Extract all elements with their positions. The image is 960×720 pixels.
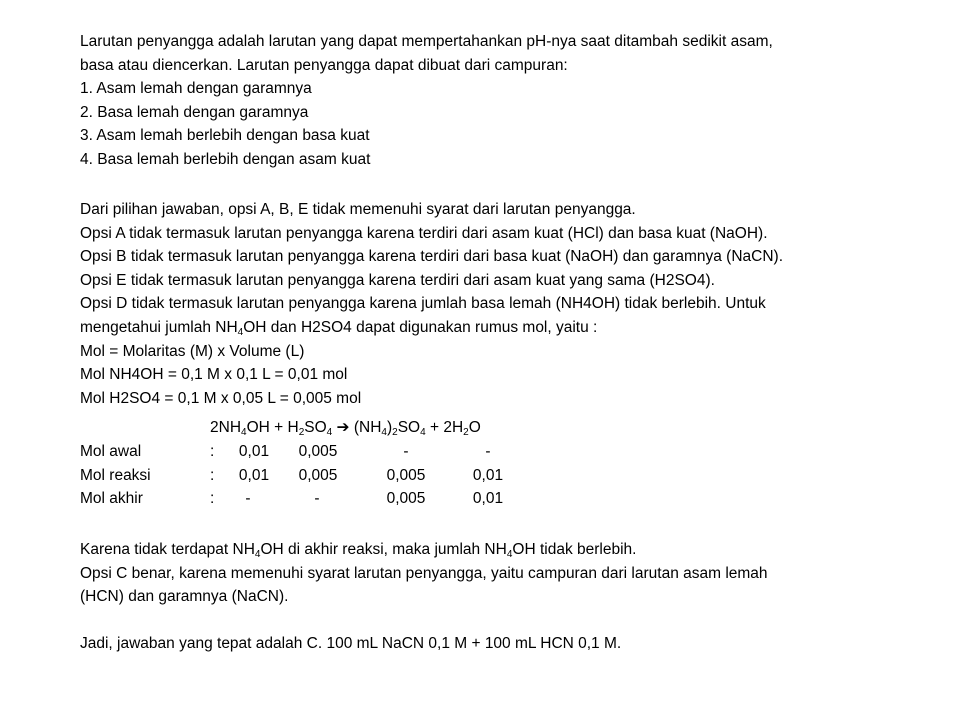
- table-row: Mol akhir : - - 0,005 0,01: [80, 490, 504, 508]
- analysis-line: Opsi A tidak termasuk larutan penyangga karena terdiri dari asam kuat (HCl) dan basa kuat (NaOH).: [80, 224, 768, 242]
- table-row: Mol awal : 0,01 0,005 - -: [80, 443, 491, 460]
- analysis-line: Opsi E tidak termasuk larutan penyangga karena terdiri dari asam kuat yang sama (H2SO4).: [80, 271, 715, 289]
- mol-nh4oh: Mol NH4OH = 0,1 M x 0,1 L = 0,01 mol: [80, 366, 348, 384]
- conclusion-line: Opsi C benar, karena memenuhi syarat larutan penyangga, yaitu campuran dari larutan asam lemah: [80, 564, 768, 582]
- final-answer: Jadi, jawaban yang tepat adalah C. 100 mL NaCN 0,1 M + 100 mL HCN 0,1 M.: [80, 635, 622, 653]
- intro-section: [80, 30, 920, 172]
- table-row: Mol reaksi : 0,01 0,005 0,005 0,01: [80, 466, 504, 484]
- list-item: 2. Basa lemah dengan garamnya: [80, 103, 309, 121]
- mol-formula: Mol = Molaritas (M) x Volume (L): [80, 342, 305, 360]
- list-item: 3. Asam lemah berlebih dengan basa kuat: [80, 127, 370, 145]
- intro-line-1: Larutan penyangga adalah larutan yang dapat mempertahankan pH-nya saat ditambah sedikit asam,: [80, 33, 773, 50]
- list-item: 4. Basa lemah berlebih dengan asam kuat: [80, 150, 371, 168]
- reaction-equation: $2NH_4OH + H_2SO_4$ ➔ $(NH_4)_2SO_4 + 2H_2O$: [210, 419, 481, 438]
- analysis-line: mengetahui jumlah $NH_4OH$ dan H2SO4 dapat digunakan rumus mol, yaitu :: [80, 318, 598, 338]
- analysis-line: Opsi D tidak termasuk larutan penyangga karena jumlah basa lemah (NH4OH) tidak berlebih. Untuk: [80, 295, 766, 313]
- analysis-section: [80, 198, 920, 410]
- intro-line-2: basa atau diencerkan. Larutan penyangga dapat dibuat dari campuran:: [80, 56, 568, 74]
- list-item: 1. Asam lemah dengan garamnya: [80, 80, 312, 98]
- conclusion-section: [80, 538, 920, 656]
- conclusion-line: (HCN) dan garamnya (NaCN).: [80, 588, 289, 606]
- reaction-table: [80, 440, 920, 511]
- arrow-icon: ➔: [332, 419, 354, 436]
- analysis-line: Opsi B tidak termasuk larutan penyangga karena terdiri dari basa kuat (NaOH) dan garamnya (NaCN).: [80, 248, 783, 266]
- analysis-line: Dari pilihan jawaban, opsi A, B, E tidak memenuhi syarat dari larutan penyangga.: [80, 201, 636, 218]
- mol-h2so4: Mol H2SO4 = 0,1 M x 0,05 L = 0,005 mol: [80, 389, 362, 407]
- conclusion-line: Karena tidak terdapat $NH_4OH$ di akhir reaksi, maka jumlah $NH_4OH$ tidak berlebih.: [80, 541, 637, 560]
